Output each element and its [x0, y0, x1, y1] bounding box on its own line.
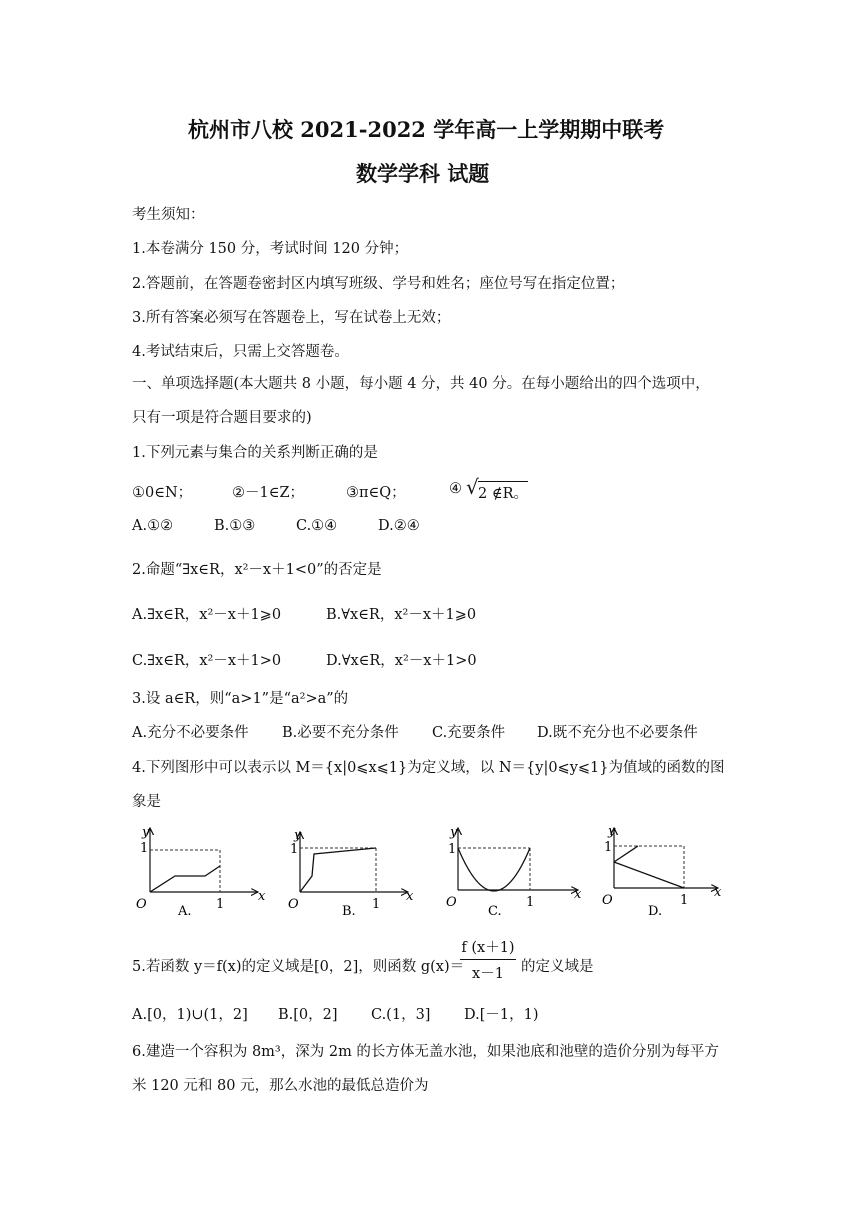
q4-stem: 4.下列图形中可以表示以 M＝{x|0⩽x⩽1}为定义域，以 N＝{y|0⩽y⩽1}为值域的函数的图: [132, 760, 725, 776]
notice-item: 4.考试结束后，只需上交答题卷。: [132, 344, 349, 360]
tick-label: 1: [372, 897, 381, 912]
y-axis-label: y: [608, 824, 616, 839]
q2-stem: 2.命题“∃x∈R，x²－x＋1<0”的否定是: [132, 562, 382, 578]
origin-label: O: [288, 897, 299, 912]
q1-option: C.①④: [296, 518, 338, 534]
q1-item: ①0∈N；: [132, 485, 193, 501]
q3-option: C.充要条件: [432, 725, 506, 741]
q5-numerator: f (x＋1): [461, 940, 515, 956]
graph-d-label: D.: [648, 904, 663, 919]
q1-option: D.②④: [378, 518, 420, 534]
q5-option: C.(1，3]: [371, 1007, 431, 1023]
exam-title: 杭州市八校 2021-2022 学年高一上学期期中联考: [188, 117, 665, 142]
notice-item: 1.本卷满分 150 分，考试时间 120 分钟；: [132, 241, 409, 257]
q1-stem: 1.下列元素与集合的关系判断正确的是: [132, 445, 378, 461]
x-axis-label: x: [714, 885, 722, 900]
q6-stem-cont: 米 120 元和 80 元，那么水池的最低总造价为: [132, 1078, 429, 1094]
q5-option: B.[0，2]: [278, 1007, 338, 1023]
q6-stem: 6.建造一个容积为 8m³，深为 2m 的长方体无盖水池，如果池底和池壁的造价分别为每平方: [132, 1044, 719, 1060]
q5-stem-end: 的定义域是: [521, 959, 594, 975]
fraction-bar: [460, 959, 516, 960]
q1-option: A.①②: [132, 518, 174, 534]
tick-label: 1: [216, 897, 225, 912]
q2-option-a: A.∃x∈R，x²－x＋1⩾0: [132, 607, 282, 623]
q1-item4-rest: 2 ∉R。: [478, 481, 528, 503]
q4-stem-cont: 象是: [132, 794, 161, 810]
q2-option-d: D.∀x∈R，x²－x＋1>0: [326, 653, 477, 669]
graph-a-label: A.: [178, 904, 192, 919]
q1-item: ②－1∈Z；: [232, 485, 305, 501]
q5-option: A.[0，1)∪(1，2]: [132, 1007, 248, 1023]
q2-option-c: C.∃x∈R，x²－x＋1>0: [132, 653, 282, 669]
q3-option: A.充分不必要条件: [132, 725, 249, 741]
x-axis-label: x: [258, 889, 266, 904]
exam-subtitle: 数学学科 试题: [356, 161, 490, 186]
origin-label: O: [602, 893, 613, 908]
tick-label: 1: [140, 841, 149, 856]
notice-heading: 考生须知：: [132, 207, 205, 223]
x-axis-label: x: [406, 889, 414, 904]
graph-b: [288, 828, 414, 919]
graph-d: [602, 824, 722, 919]
q2-option-b: B.∀x∈R，x²－x＋1⩾0: [326, 607, 477, 623]
origin-label: O: [446, 895, 457, 910]
tick-label: 1: [448, 842, 457, 857]
tick-label: 1: [604, 840, 613, 855]
q3-option: D.既不充分也不必要条件: [537, 725, 698, 741]
graph-c-label: C.: [488, 904, 502, 919]
q5-denominator: x－1: [472, 966, 504, 982]
y-axis-label: y: [294, 828, 302, 843]
q3-stem: 3.设 a∈R，则“a>1”是“a²>a”的: [132, 691, 349, 707]
q1-item: ③π∈Q；: [346, 485, 406, 501]
q5-fraction: [460, 936, 516, 983]
q3-option: B.必要不充分条件: [282, 725, 399, 741]
section-heading-cont: 只有一项是符合题目要求的): [132, 410, 312, 426]
q1-item: ④: [449, 481, 462, 497]
graph-c: [446, 825, 582, 919]
q5-option: D.[－1，1): [464, 1007, 539, 1023]
q5-stem: 5.若函数 y＝f(x)的定义域是[0，2]，则函数 g(x)＝: [132, 959, 465, 975]
notice-item: 3.所有答案必须写在答题卷上，写在试卷上无效；: [132, 310, 451, 326]
graph-a: [136, 825, 266, 919]
sqrt-sign-icon: √: [466, 475, 479, 499]
tick-label: 1: [680, 893, 689, 908]
q4-graphs: [130, 822, 730, 922]
y-axis-label: y: [450, 825, 458, 840]
notice-item: 2.答题前，在答题卷密封区内填写班级、学号和姓名；座位号写在指定位置；: [132, 276, 625, 292]
y-axis-label: y: [142, 825, 150, 840]
origin-label: O: [136, 897, 147, 912]
tick-label: 1: [526, 895, 535, 910]
x-axis-label: x: [574, 887, 582, 902]
q1-option: B.①③: [214, 518, 256, 534]
section-heading: 一、单项选择题(本大题共 8 小题，每小题 4 分，共 40 分。在每小题给出的四个选项中，: [132, 376, 710, 392]
tick-label: 1: [290, 842, 299, 857]
graph-b-label: B.: [342, 904, 356, 919]
